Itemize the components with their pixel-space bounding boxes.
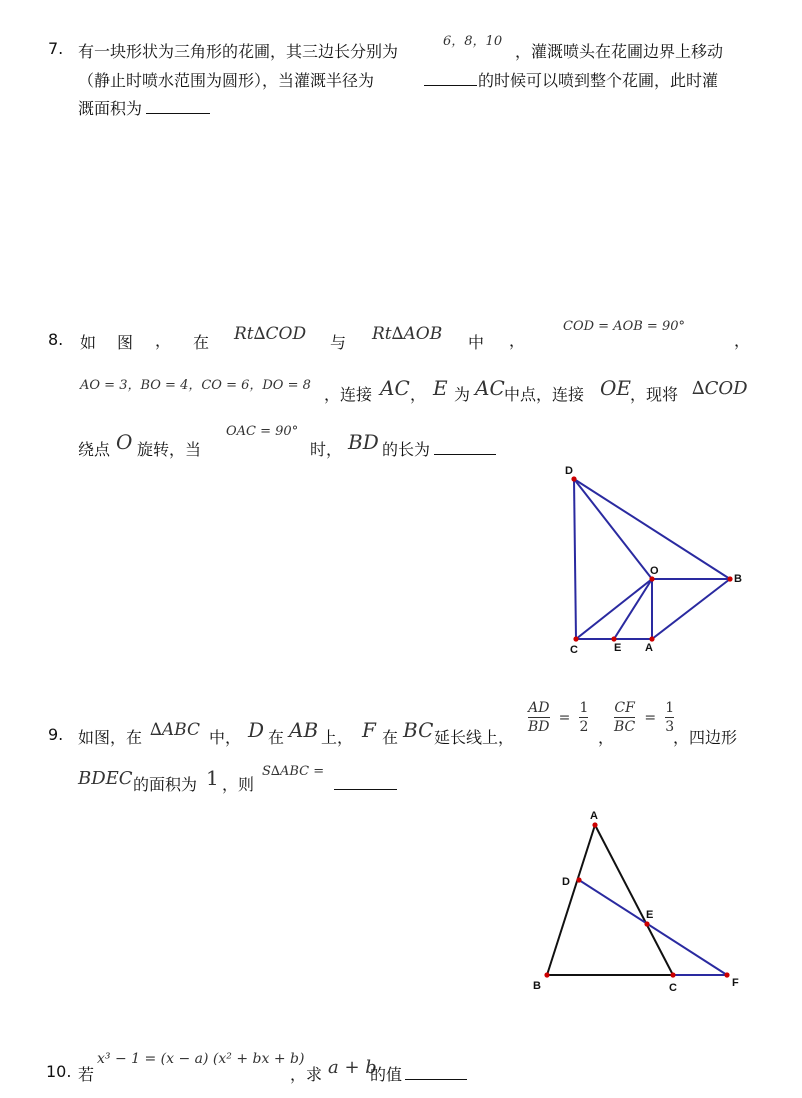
label-o: O — [650, 565, 659, 577]
segment-ab — [547, 825, 595, 975]
q9-figure — [525, 805, 755, 995]
question-text: 在 — [268, 728, 285, 747]
segment-ac — [595, 825, 673, 975]
question-text: 图 — [117, 333, 134, 352]
answer-blank[interactable] — [434, 453, 496, 455]
question-text: 有一块形状为三角形的花圃，其三边长分别为 — [78, 42, 399, 61]
question-text: 在 — [382, 728, 399, 747]
question-text: 时， — [310, 440, 343, 459]
math-oe: OE — [600, 376, 631, 400]
question-text: 如图，在 — [78, 728, 143, 747]
question-text: 若 — [78, 1065, 95, 1084]
question-text: 中点，连接 — [504, 385, 585, 404]
label-e: E — [614, 642, 622, 654]
point-e — [611, 636, 616, 641]
label-b: B — [734, 573, 742, 585]
question-text: ，四边形 — [673, 728, 738, 747]
math-fraction-ad-bd: $\frac{AD}{BD}$ = $\frac{1}{2}$ — [528, 700, 589, 735]
math-bdec: BDEC — [78, 768, 133, 789]
math-triangle-abc: ∆ABC — [150, 720, 200, 740]
segment-ab — [652, 579, 730, 639]
question-number: 7. — [48, 39, 64, 58]
question-text: 的面积为 — [133, 775, 198, 794]
math-fraction-cf-bc: $\frac{CF}{BC}$ = $\frac{1}{3}$ — [614, 700, 675, 735]
question-text: （静止时喷水范围为圆形），当灌溉半径为 — [78, 71, 375, 90]
punctuation: ， — [509, 331, 526, 350]
question-text: 延长线上， — [434, 728, 515, 747]
question-text: ，灌溉喷头在花圃边界上移动 — [515, 42, 724, 61]
question-number: 10. — [46, 1062, 72, 1081]
math-lengths: AO = 3，BO = 4，CO = 6，DO = 8 — [80, 378, 311, 393]
question-text: ，连接 — [324, 385, 373, 404]
question-text: 为 — [454, 385, 471, 404]
math-e: E — [433, 376, 448, 400]
segment-oe — [614, 579, 652, 639]
math-bd: BD — [348, 430, 379, 454]
answer-blank[interactable] — [405, 1078, 467, 1080]
question-text: 的长为 — [382, 440, 431, 459]
point-c — [573, 636, 578, 641]
point-a — [592, 822, 597, 827]
question-text: 在 — [193, 333, 210, 352]
question-text: 与 — [330, 333, 347, 352]
q8-figure — [540, 455, 760, 660]
segment-oc — [576, 579, 652, 639]
point-b — [544, 972, 549, 977]
punctuation: ， — [598, 728, 615, 747]
segment-dc — [574, 479, 576, 639]
point-d — [571, 476, 576, 481]
math-ac: AC — [475, 376, 505, 400]
question-text: 的时候可以喷到整个花圃，此时灌 — [478, 71, 719, 90]
segment-do — [574, 479, 652, 579]
question-text: 溉面积为 — [78, 99, 143, 118]
math-rt-aob: Rt∆AOB — [372, 324, 443, 344]
point-d — [576, 877, 581, 882]
point-f — [724, 972, 729, 977]
math-equation: x³ − 1 = (x − a) (x² + bx + b) — [97, 1051, 305, 1067]
math-angle-equation: COD = AOB = 90° — [563, 319, 685, 334]
label-e: E — [646, 909, 654, 921]
label-c: C — [570, 644, 578, 656]
point-a — [649, 636, 654, 641]
answer-blank[interactable] — [146, 112, 210, 114]
point-c — [670, 972, 675, 977]
point-o — [649, 576, 654, 581]
math-ab: AB — [289, 718, 319, 742]
point-b — [727, 576, 732, 581]
question-text: 旋转，当 — [137, 440, 202, 459]
question-text: 的值 — [370, 1065, 403, 1084]
question-text: 中， — [209, 728, 242, 747]
math-o: O — [116, 430, 133, 454]
label-a: A — [590, 810, 598, 822]
question-number: 8. — [48, 330, 64, 349]
math-sides: 6，8，10 — [443, 34, 503, 49]
math-angle-oac: OAC = 90° — [226, 424, 299, 439]
label-c: C — [669, 982, 677, 994]
question-text: 如 — [80, 333, 97, 352]
question-text: ，则 — [222, 775, 255, 794]
math-s-abc: S∆ABC = — [262, 764, 325, 779]
math-one: 1 — [206, 766, 219, 790]
question-text: 绕点 — [78, 440, 111, 459]
label-a: A — [645, 642, 653, 654]
punctuation: ， — [155, 331, 172, 350]
math-rt-cod: Rt∆COD — [234, 324, 307, 344]
label-b: B — [533, 980, 541, 992]
math-bc: BC — [403, 718, 434, 742]
question-text: ，求 — [290, 1065, 323, 1084]
point-e — [644, 921, 649, 926]
question-text: 中 — [468, 333, 485, 352]
punctuation: ， — [734, 331, 751, 350]
question-text: ，现将 — [630, 385, 679, 404]
label-d: D — [562, 876, 570, 888]
math-a-plus-b: a + b — [328, 1057, 377, 1078]
answer-blank[interactable] — [424, 84, 477, 86]
segment-db — [574, 479, 730, 579]
math-f: F — [362, 718, 376, 742]
label-f: F — [732, 977, 739, 989]
question-number: 9. — [48, 725, 64, 744]
segment-df — [579, 880, 727, 975]
math-triangle-cod: ∆COD — [692, 378, 748, 399]
math-d: D — [248, 718, 265, 742]
answer-blank[interactable] — [334, 788, 397, 790]
punctuation: ， — [410, 385, 427, 404]
label-d: D — [565, 465, 573, 477]
math-ac: AC — [380, 376, 410, 400]
question-text: 上， — [321, 728, 354, 747]
